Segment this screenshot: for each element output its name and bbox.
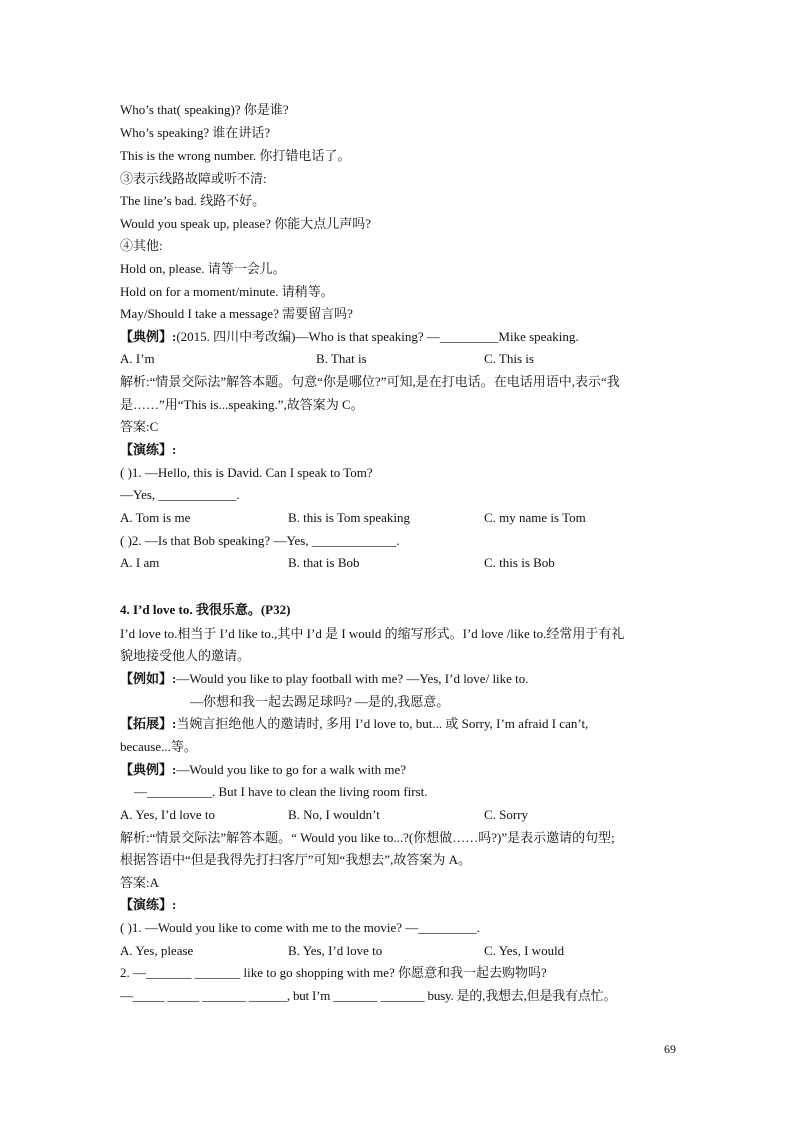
- drill-tag: 【演练】:: [120, 897, 177, 912]
- option-c: C. this is Bob: [484, 555, 555, 570]
- option-b: B. No, I wouldn’t: [288, 807, 380, 822]
- option-a: A. Yes, I’d love to: [120, 807, 215, 822]
- option-c: C. Yes, I would: [484, 943, 565, 958]
- extension-tag: 【拓展】:: [120, 716, 177, 731]
- text-line: This is the wrong number. 你打错电话了。: [120, 148, 351, 163]
- example-tag: 【例如】:: [120, 671, 177, 686]
- text-line: Would you speak up, please? 你能大点儿声吗?: [120, 216, 371, 231]
- question-text: (2015. 四川中考改编)—Who is that speaking? —_________Mike speaking.: [176, 329, 579, 344]
- analysis-line: 解析:“情景交际法”解答本题。“ Would you like to...?(你想做……吗?)”是表示邀请的句型;: [120, 830, 615, 845]
- example-tag: 【典例】:: [120, 329, 177, 344]
- option-a: A. Tom is me: [120, 510, 191, 525]
- example-translation: —你想和我一起去踢足球吗? —是的,我愿意。: [190, 694, 450, 709]
- text-line: ③表示线路故障或听不清:: [120, 171, 267, 186]
- paragraph-line: I’d love to.相当于 I’d like to.,其中 I’d 是 I would 的缩写形式。I’d love /like to.经常用于有礼: [120, 626, 625, 641]
- example-text: —Would you like to play football with me? —Yes, I’d love/ like to.: [176, 671, 529, 686]
- option-a: A. I am: [120, 555, 160, 570]
- analysis-line: 解析:“情景交际法”解答本题。句意“你是哪位?”可知,是在打电话。在电话用语中,表示“我: [120, 374, 620, 389]
- option-b: B. That is: [316, 351, 367, 366]
- option-b: B. that is Bob: [288, 555, 360, 570]
- drill-question: —_____ _____ _______ ______, but I’m _______ _______ busy. 是的,我想去,但是我有点忙。: [120, 988, 617, 1003]
- text-line: May/Should I take a message? 需要留言吗?: [120, 306, 353, 321]
- section-heading: 4. I’d love to. 我很乐意。(P32): [120, 602, 291, 617]
- option-c: C. Sorry: [484, 807, 529, 822]
- option-a: A. Yes, please: [120, 943, 194, 958]
- answer-line: 答案:C: [120, 419, 159, 434]
- drill-question: ( )2. —Is that Bob speaking? —Yes, _____________.: [120, 533, 400, 548]
- example-question: [120, 762, 406, 778]
- drill-question: ( )1. —Hello, this is David. Can I speak to Tom?: [120, 465, 373, 480]
- text-line: Hold on, please. 请等一会儿。: [120, 261, 286, 276]
- drill-tag: 【演练】:: [120, 442, 177, 457]
- text-line: The line’s bad. 线路不好。: [120, 193, 266, 208]
- option-c: C. This is: [484, 351, 534, 366]
- text-line: ④其他:: [120, 238, 163, 253]
- paragraph-line: 貌地接受他人的邀请。: [120, 648, 251, 663]
- text-line: Who’s that( speaking)? 你是谁?: [120, 102, 289, 117]
- option-b: B. this is Tom speaking: [288, 510, 410, 525]
- option-b: B. Yes, I’d love to: [288, 943, 383, 958]
- extension-line: because...等。: [120, 739, 197, 754]
- answer-line: 答案:A: [120, 875, 160, 890]
- analysis-line: 是……”用“This is...speaking.”,故答案为 C。: [120, 397, 364, 412]
- text-line: Hold on for a moment/minute. 请稍等。: [120, 284, 334, 299]
- text-line: Who’s speaking? 谁在讲话?: [120, 125, 271, 140]
- question-text: —Would you like to go for a walk with me?: [176, 762, 407, 777]
- option-c: C. my name is Tom: [484, 510, 586, 525]
- example-tag: 【典例】:: [120, 762, 177, 777]
- page-number: 69: [664, 1042, 676, 1056]
- drill-question: 2. —_______ _______ like to go shopping with me? 你愿意和我一起去购物吗?: [120, 965, 547, 980]
- example-line: [120, 671, 529, 687]
- drill-question: —Yes, ____________.: [120, 487, 240, 502]
- example-question: [120, 329, 579, 345]
- option-a: A. I’m: [120, 351, 155, 366]
- drill-question: ( )1. —Would you like to come with me to the movie? —_________.: [120, 920, 481, 935]
- extension-text: 当婉言拒绝他人的邀请时, 多用 I’d love to, but... 或 Sorry, I’m afraid I can’t,: [176, 716, 589, 731]
- analysis-line: 根据答语中“但是我得先打扫客厅”可知“我想去”,故答案为 A。: [120, 852, 471, 867]
- question-line: —__________. But I have to clean the living room first.: [134, 784, 428, 799]
- extension-line: [120, 716, 588, 732]
